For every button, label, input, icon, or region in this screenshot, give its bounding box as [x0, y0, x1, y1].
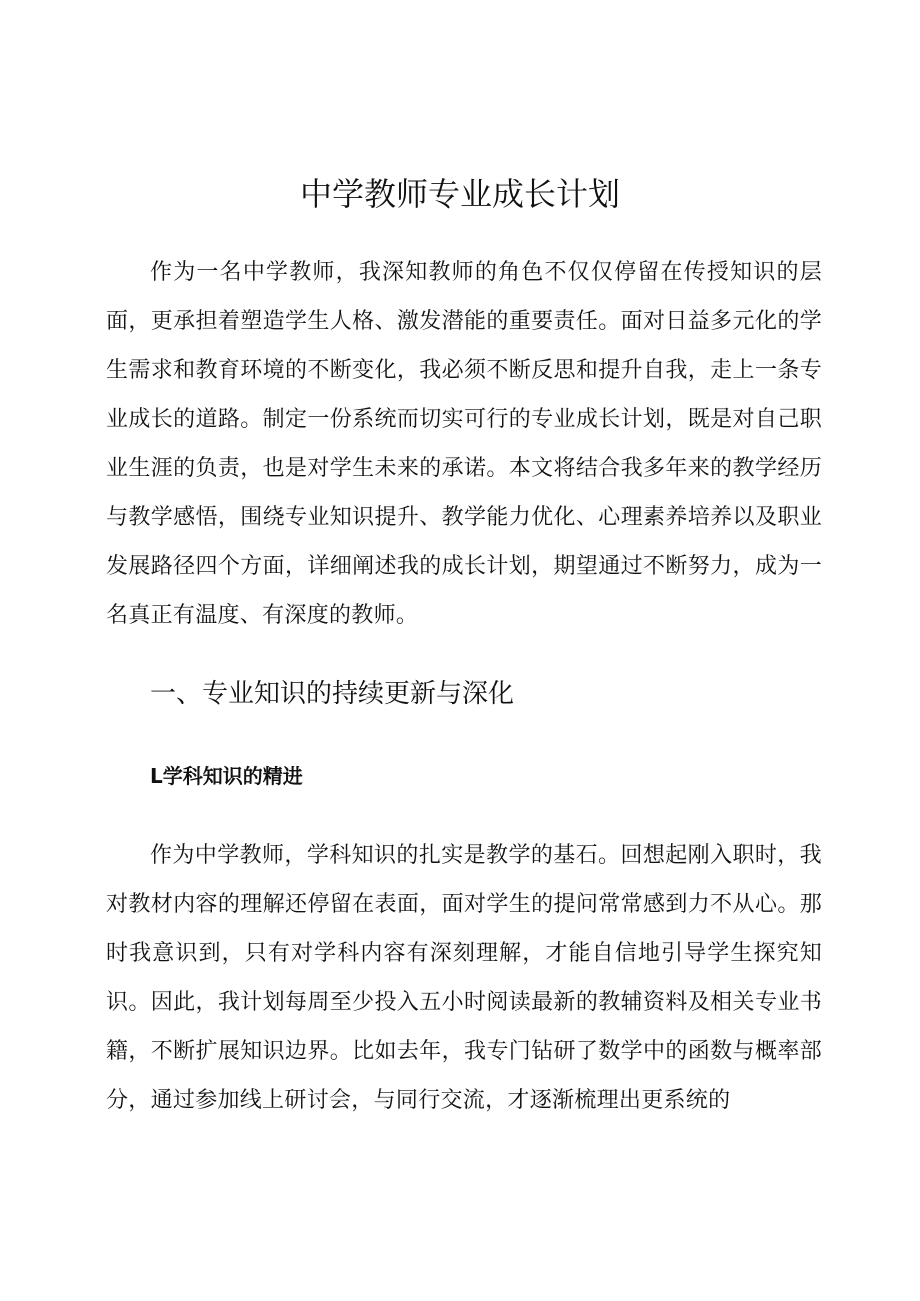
- document-title: 中学教师专业成长计划: [299, 175, 620, 213]
- section-heading-1: 一、专业知识的持续更新与深化: [150, 679, 515, 709]
- intro-paragraph: 作为一名中学教师，我深知教师的角色不仅仅停留在传授知识的层面，更承担着塑造学生人格、激发潜能的重要责任。面对日益多元化的学生需求和教育环境的不断变化，我必须不断反思和提升自我，走上一条专业成长的道路。制定一份系统而切实可行的专业成长计划，既是对自己职业生涯的负责，也是对学生未来的承诺。本文将结合我多年来的教学经历与教学感悟，围绕专业知识提升、教学能力优化、心理素养培养以及职业发展路径四个方面，详细阐述我的成长计划，期望通过不断努力，成为一名真正有温度、有深度的教师。: [106, 260, 822, 628]
- subsection-heading-1: L学科知识的精进: [150, 764, 303, 788]
- subsection-paragraph-1: 作为中学教师，学科知识的扎实是教学的基石。回想起刚入职时，我对教材内容的理解还停留在表面，面对学生的提问常常感到力不从心。那时我意识到，只有对学科内容有深刻理解，才能自信地引导学生探究知识。因此，我计划每周至少投入五小时阅读最新的教辅资料及相关专业书籍，不断扩展知识边界。比如去年，我专门钻研了数学中的函数与概率部分，通过参加线上研讨会，与同行交流，才逐渐梳理出更系统的: [106, 843, 822, 1113]
